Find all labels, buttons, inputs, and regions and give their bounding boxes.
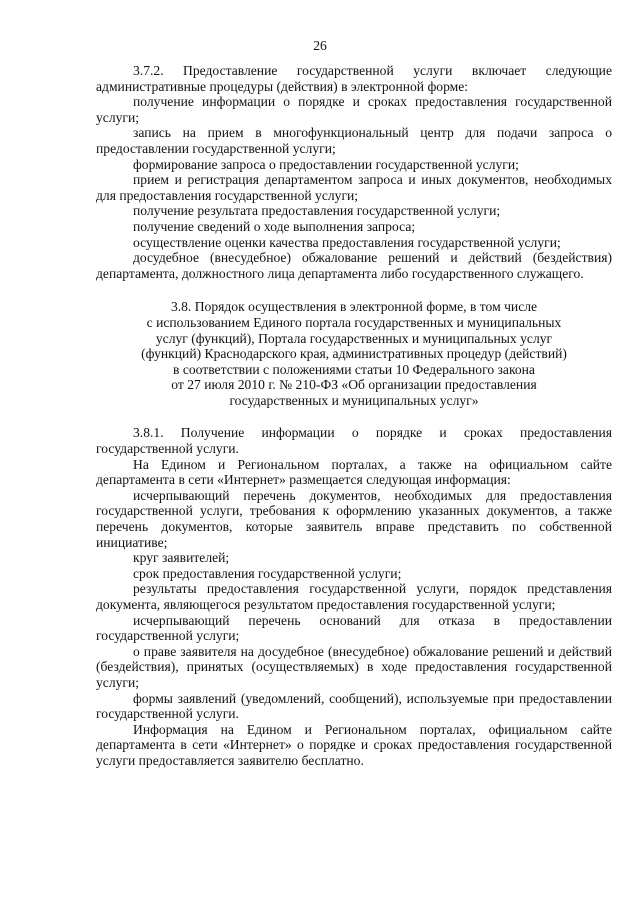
heading-line: 3.8. Порядок осуществления в электронной форме, в том числе bbox=[170, 299, 538, 315]
heading-line: с использованием Единого портала государственных и муниципальных bbox=[146, 314, 562, 330]
list-item: исчерпывающий перечень документов, необходимых для предоставления государственной услуги, требования к оформлению указанных документов, а также перечень документов, которые заявитель вправе представить по собственной инициативе; bbox=[96, 487, 612, 550]
portals-paragraph: На Едином и Региональном порталах, а также на официальном сайте департамента в сети «Интернет» размещается следующая информация: bbox=[96, 456, 612, 488]
list-item: исчерпывающий перечень оснований для отказа в предоставлении государственной услуги; bbox=[96, 612, 612, 644]
heading-line: в соответствии с положениями статьи 10 Федерального закона bbox=[173, 361, 535, 377]
list-item: срок предоставления государственной услуги; bbox=[133, 565, 402, 581]
heading-line: от 27 июля 2010 г. № 210-ФЗ «Об организации предоставления bbox=[171, 377, 537, 393]
list-item: получение результата предоставления государственной услуги; bbox=[133, 203, 501, 219]
page-number: 26 bbox=[313, 38, 327, 53]
list-item: формы заявлений (уведомлений, сообщений), используемые при предоставлении государственной услуги. bbox=[96, 690, 612, 722]
list-item: прием и регистрация департаментом запроса и иных документов, необходимых для предоставления государственной услуги; bbox=[96, 172, 612, 203]
list-item: получение информации о порядке и сроках предоставления государственной услуги; bbox=[96, 94, 612, 125]
list-item: формирование запроса о предоставлении государственной услуги; bbox=[133, 156, 519, 172]
section-3-8-1-intro: 3.8.1. Получение информации о порядке и сроках предоставления государственной услуги. bbox=[96, 425, 612, 457]
list-item: получение сведений о ходе выполнения запроса; bbox=[133, 218, 416, 234]
list-item: запись на прием в многофункциональный центр для подачи запроса о предоставлении государственной услуги; bbox=[96, 125, 612, 156]
closing-paragraph: Информация на Едином и Региональном порталах, официальном сайте департамента в сети «Интернет» о порядке и сроках предоставления государственной услуги предоставляется заявителю бесплатно. bbox=[96, 721, 612, 768]
heading-line: государственных и муниципальных услуг» bbox=[229, 392, 479, 408]
heading-line: (функций) Краснодарского края, административных процедур (действий) bbox=[141, 346, 567, 362]
section-3-7-2-intro: 3.7.2. Предоставление государственной услуги включает следующие административные процедуры (действия) в электронной форме: bbox=[96, 63, 612, 94]
list-item: досудебное (внесудебное) обжалование решений и действий (бездействия) департамента, должностного лица департамента либо государственного служащего. bbox=[96, 250, 612, 281]
section-3-8-heading bbox=[96, 299, 612, 408]
document-body bbox=[96, 63, 612, 769]
list-item: осуществление оценки качества предоставления государственной услуги; bbox=[133, 234, 561, 250]
list-item: результаты предоставления государственной услуги, порядок представления документа, являющегося результатом предоставления государственной услуги; bbox=[96, 581, 612, 612]
list-item: круг заявителей; bbox=[133, 550, 230, 566]
list-item: о праве заявителя на досудебное (внесудебное) обжалование решений и действий (бездействия), принятых (осуществляемых) в ходе предоставления государственной услуги; bbox=[96, 643, 612, 690]
heading-line: услуг (функций), Портала государственных и муниципальных услуг bbox=[155, 330, 553, 346]
